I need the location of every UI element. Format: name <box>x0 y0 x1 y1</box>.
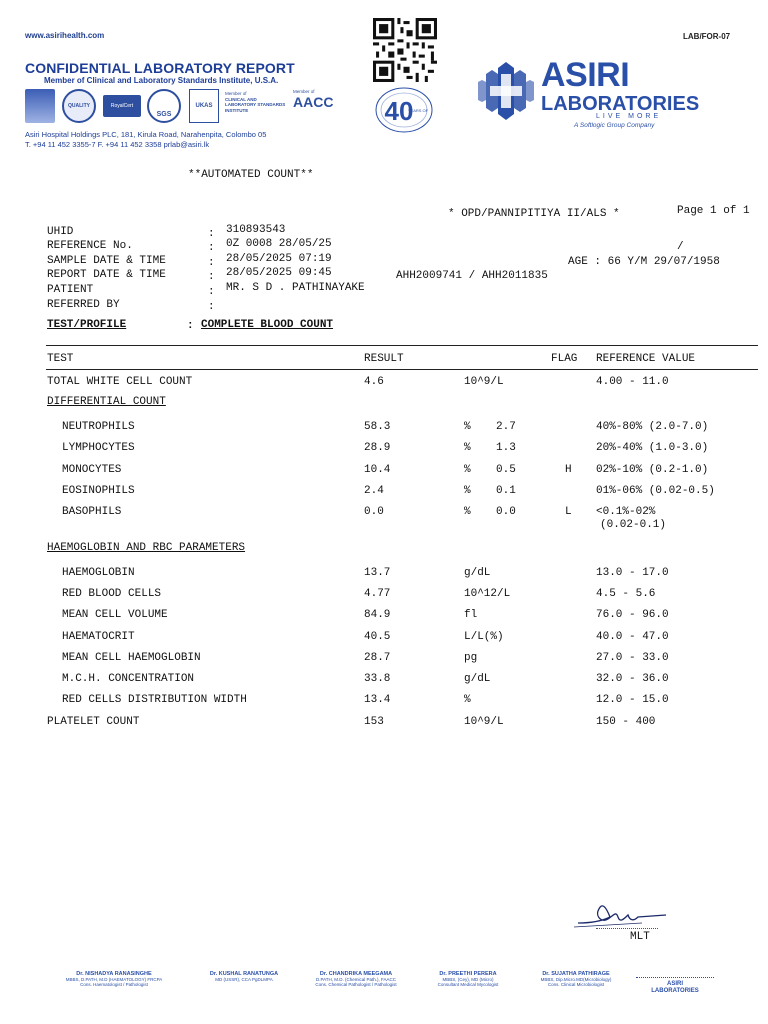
clsi-logo-icon: Member of CLINICAL AND LABORATORY STANDARDS INSTITUTE <box>225 91 286 113</box>
profile-label: TEST/PROFILE <box>47 319 127 331</box>
asiri-cross-logo-icon <box>478 60 534 122</box>
doctor-role: Consultant Medical Mycologist <box>437 982 499 987</box>
forty-years-badge-icon <box>372 84 436 136</box>
reference-range: 27.0 - 33.0 <box>596 652 669 664</box>
test-unit: pg <box>464 652 478 664</box>
report-title: CONFIDENTIAL LABORATORY REPORT <box>25 60 295 76</box>
footer-org-sub: LABORATORIES <box>651 988 699 994</box>
test-result: 13.4 <box>364 694 391 706</box>
test-unit: g/dL <box>464 673 491 685</box>
field-colon: : <box>208 228 215 240</box>
table-header-rule <box>46 369 758 370</box>
field-label: SAMPLE DATE & TIME <box>47 255 166 267</box>
page-indicator: Page 1 of 1 <box>677 205 750 217</box>
reference-range: 40.0 - 47.0 <box>596 631 669 643</box>
doctor-role: Cons. Haematologist / Pathologist <box>80 982 148 987</box>
reference-range: 40%-80% (2.0-7.0) <box>596 421 709 433</box>
field-label: UHID <box>47 226 74 238</box>
doctor-quals: MBBS, Dip.Micro.MD(Microbiology) <box>540 977 612 982</box>
absolute-count: 0.5 <box>496 464 516 476</box>
form-code: LAB/FOR-07 <box>683 32 731 41</box>
column-header-reference: REFERENCE VALUE <box>596 353 696 365</box>
reference-range: 01%-06% (0.02-0.5) <box>596 485 715 497</box>
reference-range: 76.0 - 96.0 <box>596 609 669 621</box>
doctor-name: Dr. SUJATHA PATHIRAGE <box>542 971 610 977</box>
section-heading: HAEMOGLOBIN AND RBC PARAMETERS <box>47 542 246 554</box>
doctor-entry <box>196 971 292 982</box>
section-heading: DIFFERENTIAL COUNT <box>47 396 166 408</box>
website-url[interactable]: www.asirihealth.com <box>25 31 105 40</box>
test-unit: % <box>464 694 471 706</box>
accession-numbers: AHH2009741 / AHH2011835 <box>396 270 548 282</box>
test-result: 10.4 <box>364 464 391 476</box>
test-unit: % <box>464 506 471 518</box>
field-label: REPORT DATE & TIME <box>47 269 166 281</box>
doctor-entry <box>530 971 622 987</box>
field-colon: : <box>208 286 215 298</box>
absolute-count: 0.0 <box>496 506 516 518</box>
doctor-entry <box>62 971 166 987</box>
award-badge-icon <box>25 89 55 123</box>
sgs-logo-icon: SGS <box>147 89 181 123</box>
reference-range: 4.5 - 5.6 <box>596 588 656 600</box>
field-label: REFERENCE No. <box>47 240 133 252</box>
result-flag: H <box>565 464 572 476</box>
test-result: 84.9 <box>364 609 391 621</box>
field-colon: : <box>208 271 215 283</box>
membership-line: Member of Clinical and Laboratory Standards Institute, U.S.A. <box>44 76 279 85</box>
signature-mark <box>572 893 672 933</box>
test-result: 153 <box>364 716 384 728</box>
age-slash: / <box>677 241 684 253</box>
test-unit: % <box>464 442 471 454</box>
field-value: 28/05/2025 09:45 <box>226 267 332 279</box>
brand-name: ASIRI <box>541 56 630 94</box>
doctor-entry <box>300 971 412 987</box>
doctor-quals: MBBS, D.PATH, M.D (HAEMATOLOGY) FRCPA <box>65 977 163 982</box>
test-result: 2.4 <box>364 485 384 497</box>
forty-years-number: 40 <box>384 96 414 126</box>
test-result: 13.7 <box>364 567 391 579</box>
reference-range: 20%-40% (1.0-3.0) <box>596 442 709 454</box>
address-line: Asiri Hospital Holdings PLC, 181, Kirula Road, Narahenpita, Colombo 05 <box>25 130 267 139</box>
doctor-name: Dr. KUSHAL RANATUNGA <box>209 971 279 977</box>
field-value: 310893543 <box>226 224 286 236</box>
reference-range: 13.0 - 17.0 <box>596 567 669 579</box>
test-unit: 10^9/L <box>464 716 504 728</box>
doctor-role: Cons. Chemical Pathologist / Pathologist <box>315 982 397 987</box>
quality-seal-icon: QUALITY <box>62 89 96 123</box>
test-result: 28.7 <box>364 652 391 664</box>
field-value: MR. S D . PATHINAYAKE <box>226 282 365 294</box>
reference-range: <0.1%-02% <box>596 506 656 518</box>
test-name: MONOCYTES <box>62 464 122 476</box>
field-label: PATIENT <box>47 284 94 296</box>
test-unit: 10^12/L <box>464 588 511 600</box>
column-header-test: TEST <box>47 353 74 365</box>
test-name: HAEMOGLOBIN <box>62 567 135 579</box>
test-unit: g/dL <box>464 567 491 579</box>
doctor-quals: MBBS, (Cey), MD (Micro) <box>442 977 494 982</box>
test-unit: 10^9/L <box>464 376 504 388</box>
doctor-name: Dr. NISHADYA RANASINGHE <box>76 971 152 977</box>
aacc-logo-icon: Member of AACC <box>293 89 334 110</box>
test-name: NEUTROPHILS <box>62 421 135 433</box>
reference-range-cont: (0.02-0.1) <box>600 519 667 531</box>
doctor-role: Cons. Clinical Microbiologist <box>547 982 605 987</box>
contact-line: T. +94 11 452 3355-7 F. +94 11 452 3358 prlab@asiri.lk <box>25 140 210 149</box>
test-name: RED BLOOD CELLS <box>62 588 162 600</box>
field-colon: : <box>208 301 215 313</box>
royalcert-logo-icon: RoyalCert <box>103 95 141 117</box>
test-name: RED CELLS DISTRIBUTION WIDTH <box>62 694 247 706</box>
signature-line <box>596 928 658 929</box>
reference-range: 4.00 - 11.0 <box>596 376 669 388</box>
doctor-name: Dr. PREETHI PERERA <box>439 971 497 977</box>
test-name: HAEMATOCRIT <box>62 631 135 643</box>
patient-age: AGE : 66 Y/M 29/07/1958 <box>568 256 720 268</box>
test-result: 40.5 <box>364 631 391 643</box>
test-name: TOTAL WHITE CELL COUNT <box>47 376 193 388</box>
test-unit: % <box>464 421 471 433</box>
test-result: 4.6 <box>364 376 384 388</box>
test-unit: % <box>464 464 471 476</box>
field-value: 28/05/2025 07:19 <box>226 253 332 265</box>
forty-years-label: YEARS OF <box>407 108 429 113</box>
table-top-rule <box>46 345 758 346</box>
qr-code-icon <box>373 18 437 82</box>
doctor-quals: D.PATH, M.D. (Chemical Path.), FAACC <box>315 977 397 982</box>
brand-group: A Softlogic Group Company <box>574 122 655 129</box>
field-label: REFERRED BY <box>47 299 120 311</box>
absolute-count: 1.3 <box>496 442 516 454</box>
reference-range: 12.0 - 15.0 <box>596 694 669 706</box>
brand-tagline: LIVE MORE <box>596 113 662 120</box>
doctor-entry <box>420 971 516 987</box>
absolute-count: 2.7 <box>496 421 516 433</box>
doctor-name: Dr. CHANDRIKA MEEGAMA <box>319 971 393 977</box>
brand-subtitle: LABORATORIES <box>541 93 700 115</box>
field-colon: : <box>208 257 215 269</box>
test-name: BASOPHILS <box>62 506 122 518</box>
test-result: 33.8 <box>364 673 391 685</box>
patient-location: * OPD/PANNIPITIYA II/ALS * <box>448 208 620 220</box>
report-banner: **AUTOMATED COUNT** <box>188 169 314 181</box>
test-name: LYMPHOCYTES <box>62 442 135 454</box>
test-name: M.C.H. CONCENTRATION <box>62 673 195 685</box>
profile-colon: : <box>187 320 194 332</box>
test-result: 0.0 <box>364 506 384 518</box>
test-result: 28.9 <box>364 442 391 454</box>
field-value: 0Z 0008 28/05/25 <box>226 238 332 250</box>
footer-dotted-line <box>636 977 714 978</box>
test-name: PLATELET COUNT <box>47 716 140 728</box>
signatory-title: MLT <box>630 931 650 943</box>
absolute-count: 0.1 <box>496 485 516 497</box>
footer-org-name: ASIRI <box>666 981 683 987</box>
field-colon: : <box>208 242 215 254</box>
column-header-flag: FLAG <box>551 353 578 365</box>
profile-value: COMPLETE BLOOD COUNT <box>201 319 334 331</box>
test-result: 58.3 <box>364 421 391 433</box>
reference-range: 02%-10% (0.2-1.0) <box>596 464 709 476</box>
test-name: MEAN CELL HAEMOGLOBIN <box>62 652 201 664</box>
doctor-quals: MD (USSR), CCA PgDLMPA <box>215 977 273 982</box>
test-unit: % <box>464 485 471 497</box>
test-name: MEAN CELL VOLUME <box>62 609 168 621</box>
test-unit: L/L(%) <box>464 631 504 643</box>
ukas-logo-icon: UKAS <box>189 89 219 123</box>
test-result: 4.77 <box>364 588 391 600</box>
test-unit: fl <box>464 609 478 621</box>
column-header-result: RESULT <box>364 353 404 365</box>
reference-range: 32.0 - 36.0 <box>596 673 669 685</box>
test-name: EOSINOPHILS <box>62 485 135 497</box>
certification-logos <box>25 87 360 127</box>
result-flag: L <box>565 506 572 518</box>
reference-range: 150 - 400 <box>596 716 656 728</box>
